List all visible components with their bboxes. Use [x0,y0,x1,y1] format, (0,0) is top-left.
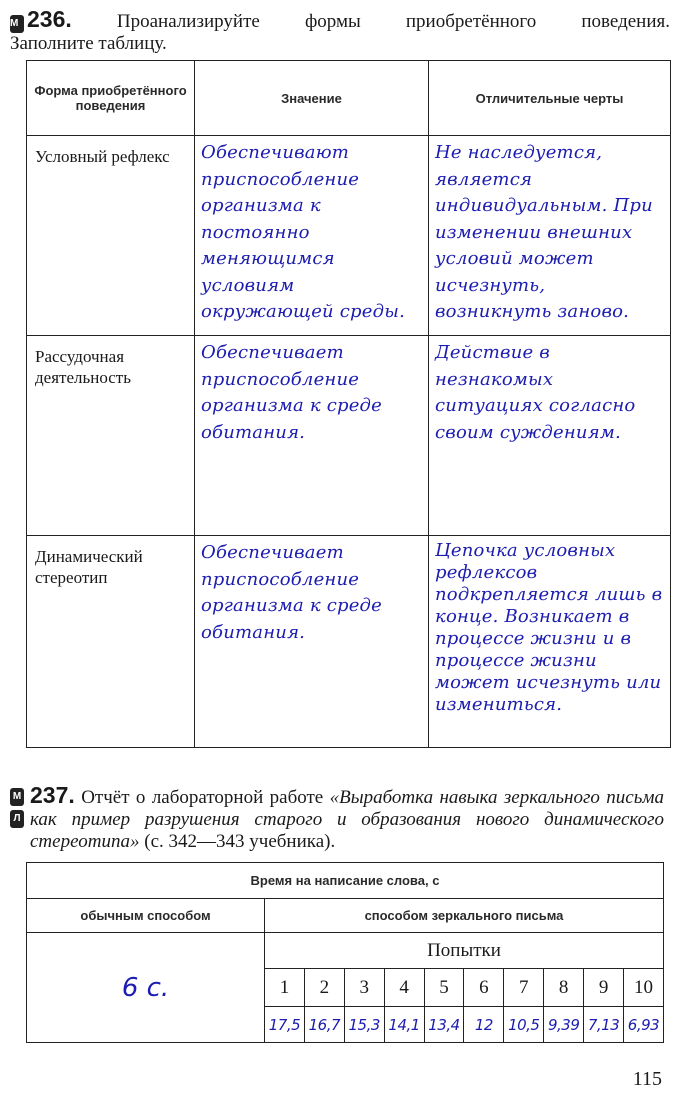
task-237-lab-title: «Выработка навыка зеркального письма как пример разрушения старого и образования нового динамического стереотипа» [30,787,664,852]
attempt-number: 6 [464,969,504,1007]
task-237-heading [30,784,664,853]
header-features: Отличительные черты [429,61,671,136]
task-236-heading [10,8,670,55]
task-236-line1 [10,8,670,33]
task-236-instruction-2: Заполните таблицу. [10,33,167,54]
attempt-time: 6,93 [624,1007,664,1043]
attempt-time: 12 [464,1007,504,1043]
row-features-answer: Цепочка условных рефлексов подкрепляется лишь в конце. Возникает в процессе жизни и в процессе жизни может исчезнуть или измениться. [429,536,671,748]
page-number: 115 [632,1068,662,1090]
table-subheader-row [27,899,664,933]
attempt-number: 10 [624,969,664,1007]
attempt-number: 5 [424,969,464,1007]
table-row [27,536,671,748]
attempt-time: 17,5 [265,1007,305,1043]
attempt-number: 3 [344,969,384,1007]
task-237-text-1: Отчёт о лабораторной работе [81,787,330,808]
header-meaning: Значение [195,61,429,136]
attempt-number: 9 [584,969,624,1007]
table-row [27,136,671,336]
attempt-time: 7,13 [584,1007,624,1043]
attempt-number: 1 [265,969,305,1007]
attempts-label: Попытки [265,933,664,969]
attempt-number: 8 [544,969,584,1007]
attempt-time: 13,4 [424,1007,464,1043]
table-header-row [27,61,671,136]
table-row [27,336,671,536]
methodical-badge-icon: М [10,788,24,806]
row-features-answer: Действие в незнакомых ситуациях согласно своим суждениям. [429,336,671,536]
task-236-number: 236. [27,6,72,32]
task-237-text-2: (с. 342—343 учебника). [139,831,336,852]
task-237-badges [10,788,27,832]
row-form-label: Условный рефлекс [27,136,195,336]
attempt-number: 2 [304,969,344,1007]
table-title-row [27,863,664,899]
attempt-time: 9,39 [544,1007,584,1043]
row-meaning-answer: Обеспечивает приспособление организма к среде обитания. [195,336,429,536]
task-237-number: 237. [30,782,75,808]
attempt-time: 14,1 [384,1007,424,1043]
header-mirror-method: способом зеркального письма [265,899,664,933]
row-form-label: Динамический стереотип [27,536,195,748]
attempt-number: 7 [504,969,544,1007]
attempts-label-row [27,933,664,969]
header-form: Форма приобретённого поведения [27,61,195,136]
attempt-number: 4 [384,969,424,1007]
mirror-writing-table [26,862,664,1043]
lab-badge-icon: Л [10,810,24,828]
methodical-badge-icon: М [10,15,24,33]
normal-method-answer: 6 с. [27,933,265,1043]
row-form-label: Рассудочная деятельность [27,336,195,536]
header-normal-method: обычным способом [27,899,265,933]
row-meaning-answer: Обеспечивает приспособление организма к среде обитания. [195,536,429,748]
row-features-answer: Не наследуется, является индивидуальным. При изменении внешних условий может исчезнуть, возникнуть заново. [429,136,671,336]
behavior-forms-table [26,60,671,748]
attempt-time: 16,7 [304,1007,344,1043]
table-title: Время на написание слова, с [27,863,664,899]
attempt-time: 10,5 [504,1007,544,1043]
task-236-instruction-1: Проанализируйте формы приобретённого поведения. [116,11,670,32]
row-meaning-answer: Обеспечивают приспособление организма к постоянно меняющимся условиям окружающей среды. [195,136,429,336]
attempt-time: 15,3 [344,1007,384,1043]
